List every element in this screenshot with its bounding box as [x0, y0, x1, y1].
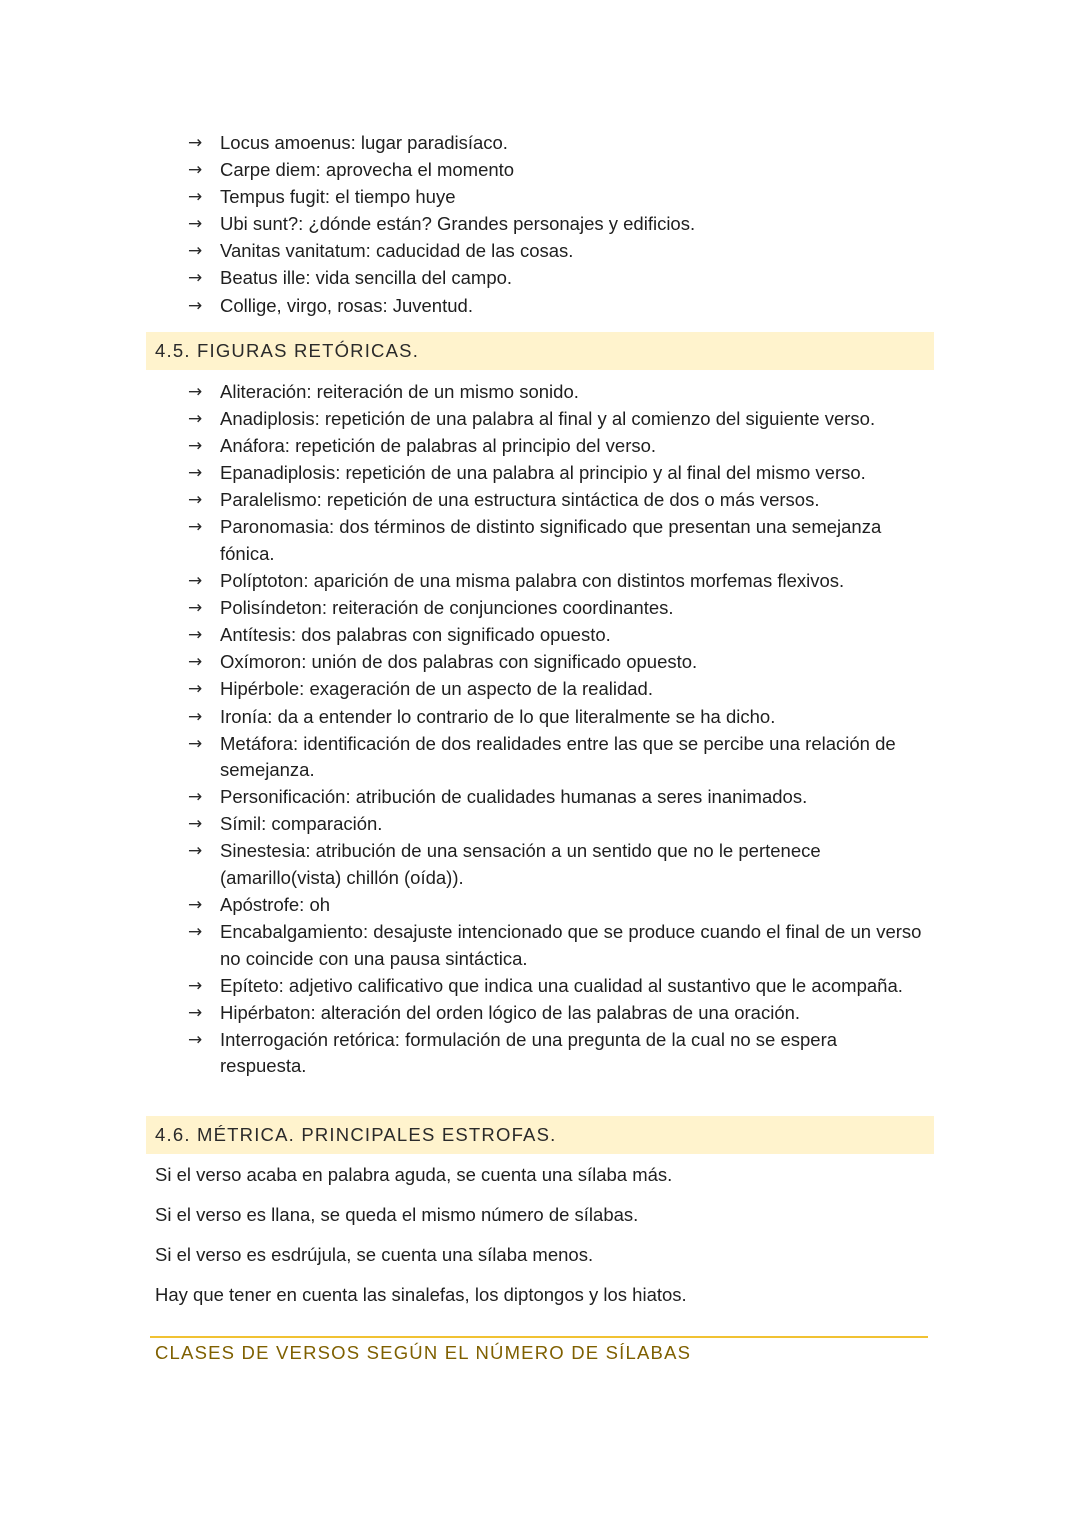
list-item: [188, 919, 928, 972]
list-item: [188, 238, 928, 265]
list-item: [188, 595, 928, 622]
list-item: [188, 568, 928, 595]
list-item-text: Ubi sunt?: ¿dónde están? Grandes personajes y edificios.: [220, 213, 696, 235]
list-item-text: Epanadiplosis: repetición de una palabra al principio y al final del mismo verso.: [220, 462, 866, 484]
arrow-right-icon: →: [188, 1002, 203, 1023]
arrow-right-icon: →: [188, 436, 203, 457]
arrow-right-icon: →: [188, 133, 203, 153]
list-item-text: Aliteración: reiteración de un mismo sonido.: [220, 381, 579, 402]
list-item-text: Hipérbole: exageración de un aspecto de la realidad.: [220, 678, 653, 700]
arrow-right-icon: →: [188, 598, 203, 619]
list-item: [188, 406, 928, 433]
arrow-right-icon: →: [188, 679, 203, 700]
list-item: [188, 211, 928, 238]
list-item-text: Hipérbaton: alteración del orden lógico de las palabras de una oración.: [220, 1001, 801, 1023]
arrow-right-icon: →: [188, 160, 203, 181]
list-item: [188, 1027, 928, 1080]
arrow-right-icon: →: [188, 922, 203, 943]
list-item-text: Encabalgamiento: desajuste intencionado que se produce cuando el final de un verso no coincide con una pausa sintáctica.: [220, 921, 922, 969]
section-heading-metrica: 4.6. MÉTRICA. PRINCIPALES ESTROFAS.: [146, 1116, 934, 1154]
paragraph: Si el verso acaba en palabra aguda, se cuenta una sílaba más.: [155, 1164, 673, 1185]
list-item: [188, 973, 928, 1000]
arrow-right-icon: →: [188, 463, 203, 484]
arrow-right-icon: →: [188, 706, 203, 727]
arrow-right-icon: →: [188, 814, 203, 835]
arrow-right-icon: →: [188, 241, 203, 262]
list-item: [188, 838, 928, 891]
list-item: [188, 265, 928, 292]
list-item: [188, 293, 928, 320]
topics-list: [188, 130, 928, 320]
arrow-right-icon: →: [188, 490, 203, 511]
list-item: [188, 784, 928, 811]
section-heading-figuras: 4.5. FIGURAS RETÓRICAS.: [146, 332, 934, 370]
list-item-text: Tempus fugit: el tiempo huye: [220, 186, 456, 208]
arrow-right-icon: →: [188, 295, 203, 316]
arrow-right-icon: →: [188, 733, 203, 754]
list-item-text: Sinestesia: atribución de una sensación a un sentido que no le pertenece (amarillo(vista) chillón (oída)).: [220, 840, 821, 888]
arrow-right-icon: →: [188, 187, 203, 208]
arrow-right-icon: →: [188, 787, 203, 808]
arrow-right-icon: →: [188, 895, 203, 915]
arrow-right-icon: →: [188, 625, 203, 646]
list-item: [188, 1000, 928, 1027]
arrow-right-icon: →: [188, 975, 203, 996]
paragraph: Si el verso es llana, se queda el mismo número de sílabas.: [155, 1204, 639, 1225]
list-item-text: Locus amoenus: lugar paradisíaco.: [220, 132, 508, 153]
figuras-list: [188, 379, 928, 1080]
list-item-text: Polisíndeton: reiteración de conjunciones coordinantes.: [220, 597, 674, 619]
list-item: [188, 514, 928, 567]
list-item-text: Anáfora: repetición de palabras al principio del verso.: [220, 435, 657, 457]
list-item: [188, 731, 928, 784]
arrow-right-icon: →: [188, 214, 203, 235]
list-item-text: Epíteto: adjetivo calificativo que indica una cualidad al sustantivo que le acompaña.: [220, 974, 903, 996]
list-item-text: Paronomasia: dos términos de distinto significado que presentan una semejanza fónica.: [220, 516, 882, 564]
list-item-text: Oxímoron: unión de dos palabras con significado opuesto.: [220, 651, 698, 673]
list-item-text: Carpe diem: aprovecha el momento: [220, 159, 515, 181]
list-item: [188, 460, 928, 487]
arrow-right-icon: →: [188, 517, 203, 538]
list-item-text: Ironía: da a entender lo contrario de lo que literalmente se ha dicho.: [220, 705, 776, 727]
arrow-right-icon: →: [188, 841, 203, 862]
list-item: [188, 704, 928, 731]
list-item-text: Políptoton: aparición de una misma palabra con distintos morfemas flexivos.: [220, 570, 845, 592]
list-item-text: Símil: comparación.: [220, 813, 383, 835]
list-item-text: Anadiplosis: repetición de una palabra al final y al comienzo del siguiente verso.: [220, 408, 876, 430]
section-divider: [150, 1336, 928, 1338]
list-item-text: Metáfora: identificación de dos realidades entre las que se percibe una relación de semejanza.: [220, 732, 896, 781]
list-item: [188, 649, 928, 676]
list-item: [188, 811, 928, 838]
list-item-text: Personificación: atribución de cualidades humanas a seres inanimados.: [220, 786, 808, 808]
list-item-text: Interrogación retórica: formulación de una pregunta de la cual no se espera respuesta.: [220, 1028, 838, 1077]
paragraph: Hay que tener en cuenta las sinalefas, los diptongos y los hiatos.: [155, 1284, 687, 1305]
arrow-right-icon: →: [188, 382, 203, 402]
list-item: [188, 622, 928, 649]
list-item: [188, 157, 928, 184]
arrow-right-icon: →: [188, 268, 203, 289]
list-item-text: Collige, virgo, rosas: Juventud.: [220, 294, 473, 316]
list-item: [188, 184, 928, 211]
arrow-right-icon: →: [188, 1029, 203, 1050]
list-item: [188, 130, 928, 157]
list-item-text: Vanitas vanitatum: caducidad de las cosas.: [220, 240, 574, 262]
paragraph: Si el verso es esdrújula, se cuenta una sílaba menos.: [155, 1244, 594, 1265]
arrow-right-icon: →: [188, 409, 203, 430]
list-item: [188, 892, 928, 919]
subheading-clases-versos: CLASES DE VERSOS SEGÚN EL NÚMERO DE SÍLABAS: [155, 1342, 692, 1363]
list-item-text: Beatus ille: vida sencilla del campo.: [220, 267, 513, 289]
list-item-text: Antítesis: dos palabras con significado opuesto.: [220, 624, 611, 646]
arrow-right-icon: →: [188, 571, 203, 592]
list-item: [188, 676, 928, 703]
list-item: [188, 433, 928, 460]
list-item: [188, 487, 928, 514]
list-item-text: Paralelismo: repetición de una estructura sintáctica de dos o más versos.: [220, 489, 820, 511]
list-item: [188, 379, 928, 406]
list-item-text: Apóstrofe: oh: [220, 894, 331, 915]
arrow-right-icon: →: [188, 652, 203, 673]
